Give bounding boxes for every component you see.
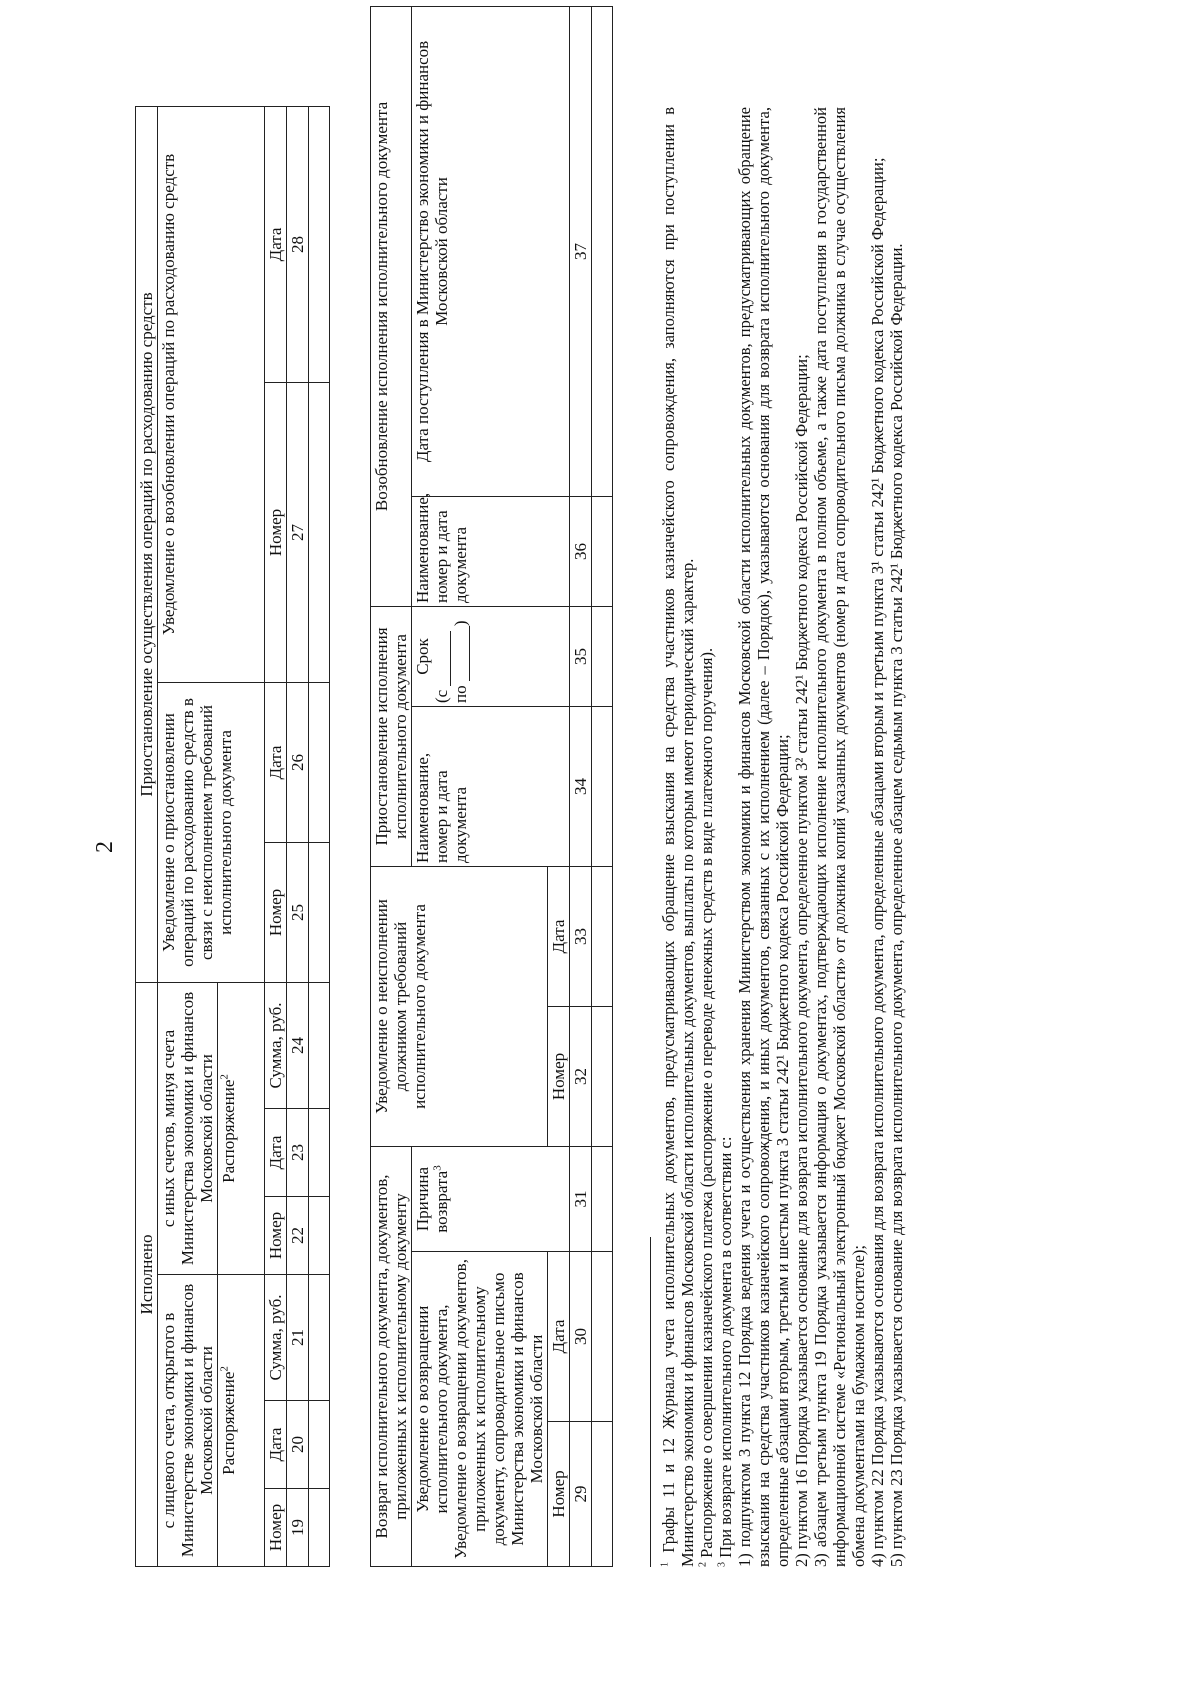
header-name-num-date: Наименование, номер и дата документа xyxy=(412,706,570,866)
header-nonexec-notice: Уведомление о неисполнении должником требований исполнительного документа xyxy=(371,866,548,1146)
col-number: 29 xyxy=(570,1422,592,1567)
header-return-notice: Уведомление о возвращении исполнительного документа, Уведомление о возвращении документов, приложенных к исполнительному документу, сопроводительное письмо Министерства экономики и финансов Московской области xyxy=(412,1252,548,1567)
table-cell[interactable] xyxy=(309,382,330,682)
col-nomer: Номер xyxy=(265,1489,287,1567)
col-nomer: Номер xyxy=(265,842,287,982)
header-return-group: Возврат исполнительного документа, документов, приложенных к исполнительному документу xyxy=(371,1147,412,1567)
table-row xyxy=(592,6,613,1566)
header-rasporyazhenie-b: Распоряжение$^2$ xyxy=(218,982,265,1274)
col-number: 37 xyxy=(570,6,592,496)
col-number: 32 xyxy=(570,1007,592,1147)
journal-table-part-1 xyxy=(135,106,330,1567)
table-cell[interactable] xyxy=(309,106,330,382)
header-reason: Причина возврата$^3$ xyxy=(412,1147,570,1252)
footnote-2: $^2$ Распоряжение о совершении казначейского платежа (распоряжение о переводе денежных средств в виде платежного поручения). xyxy=(697,647,716,1567)
header-suspension: Приостановление осуществления операций по расходованию средств xyxy=(136,106,158,982)
table-cell[interactable] xyxy=(309,842,330,982)
col-number: 19 xyxy=(287,1489,309,1567)
table-cell[interactable] xyxy=(592,6,613,496)
table-cell[interactable] xyxy=(309,1197,330,1275)
col-data: Дата xyxy=(548,866,570,1006)
header-ispolneno: Исполнено xyxy=(136,982,158,1566)
col-data: Дата xyxy=(265,1109,287,1197)
table-cell[interactable] xyxy=(592,706,613,866)
header-notice-resume: Уведомление о возобновлении операций по расходованию средств xyxy=(158,106,265,682)
header-arrival-date: Дата поступления в Министерство экономики и финансов Московской области xyxy=(412,6,570,496)
col-number: 23 xyxy=(287,1109,309,1197)
col-number: 26 xyxy=(287,682,309,842)
col-number: 24 xyxy=(287,982,309,1108)
footnote-1: $^1$ Графы 11 и 12 Журнала учета исполнительных документов, предусматривающих обращение взыскания на средства участников казначейского сопровождения, заполняются при поступлении в Министерство экономики и финансов Московской области исполнительных документов, выплаты по которым имеют периодический характер. xyxy=(659,107,697,1567)
col-number: 33 xyxy=(570,866,592,1006)
col-data: Дата xyxy=(265,1401,287,1489)
footnote-ref: 3 xyxy=(431,1165,444,1171)
footnotes xyxy=(650,107,906,1567)
header-srok: Срок (с по ) xyxy=(412,606,570,706)
col-number: 30 xyxy=(570,1252,592,1422)
col-number: 22 xyxy=(287,1197,309,1275)
footnote-3-item-3: 3) абзацем третьим пункта 19 Порядка указывается информация о документах, подтверждающих исполнение исполнительного документа в полном объеме, а также дата поступления в государственной информационной системе «Региональный электронный бюджет Московской области» от должника копий указанных документов (номер и дата сопроводительного письма должника в случае осуществления обмена документами на бумажном носителе); xyxy=(811,107,868,1567)
table-cell[interactable] xyxy=(309,1275,330,1401)
col-number: 28 xyxy=(287,106,309,382)
table-cell[interactable] xyxy=(309,982,330,1108)
col-number: 35 xyxy=(570,606,592,706)
page-number: 2 xyxy=(92,841,118,853)
col-number: 21 xyxy=(287,1275,309,1401)
footnote-3-item-5: 5) пунктом 23 Порядка указывается основание для возврата исполнительного документа, определенное абзацем седьмым пункта 3 статьи 242¹ Бюджетного кодекса Российской Федерации. xyxy=(887,243,906,1567)
col-number: 34 xyxy=(570,706,592,866)
col-nomer: Номер xyxy=(265,1197,287,1275)
header-rasporyazhenie-a: Распоряжение$^2$ xyxy=(218,1275,265,1567)
table-cell[interactable] xyxy=(592,606,613,706)
footnote-3-item-1: 1) подпунктом 3 пункта 12 Порядка ведения учета и осуществления хранения Министерством экономики и финансов Московской области исполнительных документов, предусматривающих обращение взыскания на средства участников казначейского сопровождения, и иных документов, связанных с их исполнением (далее – Порядок), указываются основания для возврата исполнительного документа, определенные абзацами вторым, третьим и шестым пункта 3 статьи 242¹ Бюджетного кодекса Российской Федерации; xyxy=(735,107,792,1567)
col-data: Дата xyxy=(548,1252,570,1422)
table-cell[interactable] xyxy=(309,682,330,842)
table-row xyxy=(309,106,330,1566)
header-notice-suspend: Уведомление о приостановлении операций по расходованию средств в связи с неисполнением требований исполнительного документа xyxy=(158,682,265,982)
table-cell[interactable] xyxy=(592,1007,613,1147)
journal-table-part-2 xyxy=(370,6,613,1567)
col-number: 20 xyxy=(287,1401,309,1489)
col-nomer: Номер xyxy=(265,382,287,682)
footnote-ref: 2 xyxy=(218,1074,231,1080)
col-data: Дата xyxy=(265,682,287,842)
table-cell[interactable] xyxy=(309,1109,330,1197)
header-resume-group: Возобновление исполнения исполнительного документа xyxy=(371,6,412,606)
header-group-b: с иных счетов, минуя счета Министерства экономики и финансов Московской области xyxy=(158,982,218,1274)
table-cell[interactable] xyxy=(309,1401,330,1489)
footnote-3-item-4: 4) пунктом 22 Порядка указываются основания для возврата исполнительного документа, определенные абзацами вторым и третьим пункта 3¹ статьи 242¹ Бюджетного кодекса Российской Федерации; xyxy=(868,157,887,1567)
col-number: 36 xyxy=(570,496,592,606)
col-number: 25 xyxy=(287,842,309,982)
col-number: 31 xyxy=(570,1147,592,1252)
footnote-ref: 2 xyxy=(218,1366,231,1372)
col-nomer: Номер xyxy=(548,1422,570,1567)
header-suspend-group: Приостановление исполнения исполнительного документа xyxy=(371,606,412,866)
footnote-divider xyxy=(650,1237,651,1567)
col-number: 27 xyxy=(287,382,309,682)
table-cell[interactable] xyxy=(592,1147,613,1252)
col-nomer: Номер xyxy=(548,1007,570,1147)
table-cell[interactable] xyxy=(592,496,613,606)
table-cell[interactable] xyxy=(592,1422,613,1567)
table-cell[interactable] xyxy=(592,1252,613,1422)
table-cell[interactable] xyxy=(592,866,613,1006)
col-summa: Сумма, руб. xyxy=(265,982,287,1108)
table-cell[interactable] xyxy=(309,1489,330,1567)
footnote-3: $^3$ При возврате исполнительного документа в соответствии с: xyxy=(716,1136,735,1567)
header-group-a: с лицевого счета, открытого в Министерстве экономики и финансов Московской области xyxy=(158,1275,218,1567)
footnote-3-item-2: 2) пунктом 16 Порядка указывается основание для возврата исполнительного документа, определенное пунктом 3² статьи 242¹ Бюджетного кодекса Российской Федерации; xyxy=(792,354,811,1567)
header-name-num-date-2: Наименование, номер и дата документа xyxy=(412,496,570,606)
col-data: Дата xyxy=(265,106,287,382)
col-summa: Сумма, руб. xyxy=(265,1275,287,1401)
